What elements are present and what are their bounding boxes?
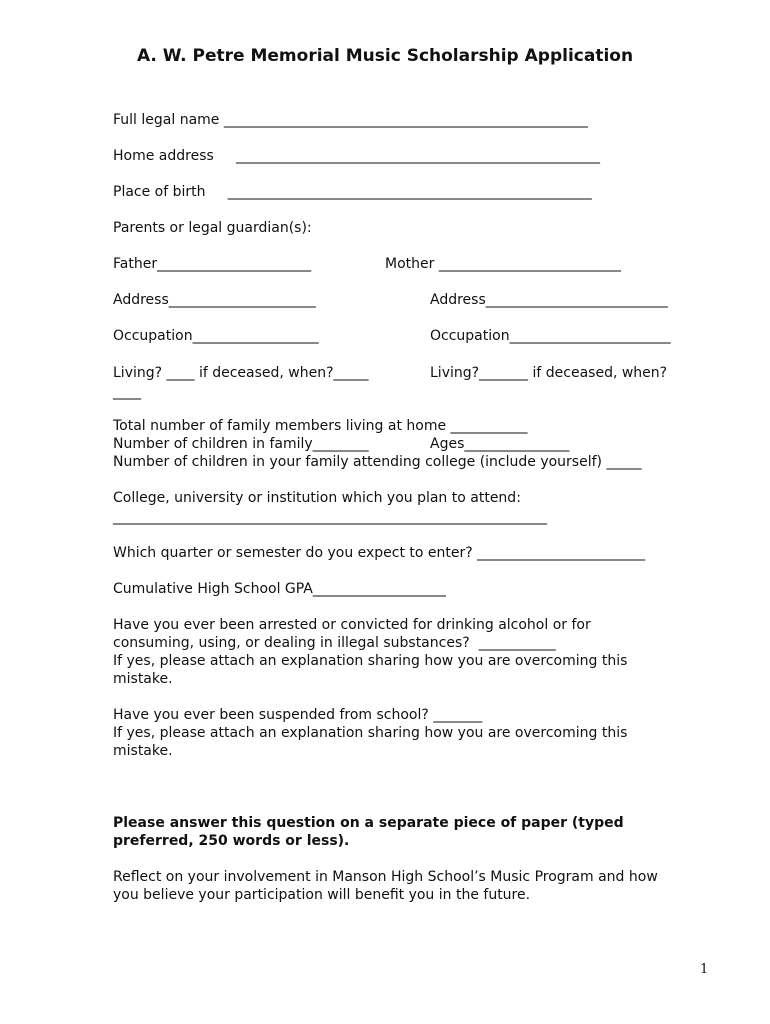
- mother-address-field[interactable]: Address__________________________: [430, 292, 668, 308]
- home-address-field[interactable]: Home address ____________________________________________________: [113, 148, 601, 164]
- arrested-question: Have you ever been arrested or convicted for drinking alcohol or for: [113, 617, 591, 633]
- college-field[interactable]: ______________________________________________________________: [113, 509, 547, 525]
- suspended-explanation: If yes, please attach an explanation sharing how you are overcoming this: [113, 725, 628, 741]
- ages-field[interactable]: Ages_______________: [430, 436, 570, 452]
- family-members-field[interactable]: Total number of family members living at home ___________: [113, 418, 528, 434]
- essay-prompt-cont: you believe your participation will benefit you in the future.: [113, 887, 531, 903]
- essay-instruction-cont: preferred, 250 words or less).: [113, 833, 350, 849]
- mother-field[interactable]: Mother __________________________: [385, 256, 621, 272]
- father-occupation-field[interactable]: Occupation__________________: [113, 328, 319, 344]
- arrested-explanation: If yes, please attach an explanation sharing how you are overcoming this: [113, 653, 628, 669]
- suspended-explanation-cont: mistake.: [113, 743, 173, 759]
- quarter-semester-field[interactable]: Which quarter or semester do you expect to enter? ________________________: [113, 545, 646, 561]
- arrested-field[interactable]: consuming, using, or dealing in illegal substances? ___________: [113, 635, 556, 651]
- essay-prompt: Reflect on your involvement in Manson High School’s Music Program and how: [113, 869, 658, 885]
- arrested-explanation-cont: mistake.: [113, 671, 173, 687]
- mother-deceased-when-field[interactable]: ____: [113, 384, 141, 400]
- father-field[interactable]: Father______________________: [113, 256, 312, 272]
- form-title: A. W. Petre Memorial Music Scholarship Application: [136, 46, 634, 66]
- father-address-field[interactable]: Address_____________________: [113, 292, 316, 308]
- college-label: College, university or institution which you plan to attend:: [113, 490, 521, 506]
- essay-instruction: Please answer this question on a separate piece of paper (typed: [113, 815, 624, 831]
- place-of-birth-field[interactable]: Place of birth ____________________________________________________: [113, 184, 592, 200]
- gpa-field[interactable]: Cumulative High School GPA___________________: [113, 581, 446, 597]
- father-living-field[interactable]: Living? ____ if deceased, when?_____: [113, 365, 369, 381]
- mother-occupation-field[interactable]: Occupation_______________________: [430, 328, 671, 344]
- mother-living-field[interactable]: Living?_______ if deceased, when?: [430, 365, 668, 381]
- full-legal-name-field[interactable]: Full legal name ____________________________________________________: [113, 112, 588, 128]
- children-college-field[interactable]: Number of children in your family attending college (include yourself) _____: [113, 454, 642, 470]
- page-number: 1: [700, 962, 709, 977]
- children-in-family-field[interactable]: Number of children in family________: [113, 436, 369, 452]
- suspended-field[interactable]: Have you ever been suspended from school? _______: [113, 707, 483, 723]
- parents-label: Parents or legal guardian(s):: [113, 220, 312, 236]
